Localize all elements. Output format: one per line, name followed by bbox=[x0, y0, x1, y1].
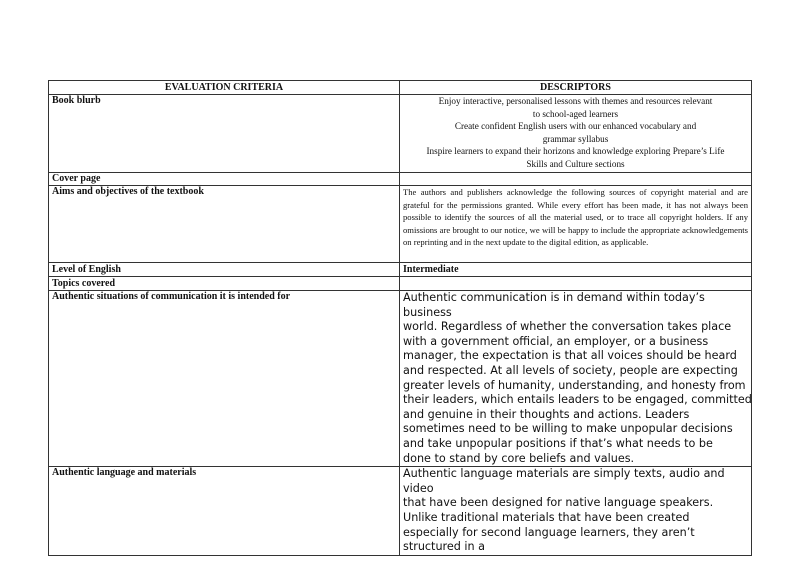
criteria-label-language: Authentic language and materials bbox=[49, 467, 400, 556]
criteria-label-cover-page: Cover page bbox=[49, 173, 400, 186]
descriptor-level: Intermediate bbox=[400, 263, 752, 277]
situations-line: and take unpopular positions if that’s what needs to be bbox=[403, 436, 713, 450]
descriptor-aims: The authors and publishers acknowledge the following sources of copyright material and are grateful for the permissions granted. While every effort has been made, it has not always been possible to identify the sources of all the material used, or to trace all copyright holders. If any omissions are brought to our notice, we will be happy to include the appropriate acknowledgements on reprinting and in the next update to the digital edition, as applicable. bbox=[400, 186, 752, 263]
descriptor-topics bbox=[400, 277, 752, 291]
blurb-line: Enjoy interactive, personalised lessons with themes and resources relevant bbox=[438, 96, 713, 106]
language-line: structured in a bbox=[403, 540, 486, 554]
language-line: Authentic language materials are simply texts, audio and bbox=[403, 467, 725, 481]
header-descriptors: DESCRIPTORS bbox=[400, 81, 752, 95]
blurb-line: Inspire learners to expand their horizons and knowledge exploring Prepare’s Life bbox=[426, 146, 725, 156]
descriptor-book-blurb bbox=[400, 95, 752, 173]
situations-line: their leaders, which entails leaders to be engaged, committed bbox=[403, 393, 752, 407]
criteria-label-level: Level of English bbox=[49, 263, 400, 277]
table-row-situations bbox=[49, 291, 752, 467]
blurb-line: grammar syllabus bbox=[542, 133, 609, 144]
descriptor-language bbox=[400, 467, 752, 556]
situations-line: and genuine in their thoughts and actions. Leaders bbox=[403, 407, 690, 421]
descriptor-situations bbox=[400, 291, 752, 467]
language-line: especially for second language learners, they aren’t bbox=[403, 525, 695, 539]
table-row-aims bbox=[49, 186, 752, 263]
table-header-row bbox=[49, 81, 752, 95]
criteria-label-topics: Topics covered bbox=[49, 277, 400, 291]
descriptor-cover-page bbox=[400, 173, 752, 186]
language-line: that have been designed for native language speakers. bbox=[403, 496, 714, 510]
criteria-label-book-blurb: Book blurb bbox=[49, 95, 400, 173]
situations-line: business bbox=[403, 305, 452, 319]
header-evaluation-criteria: EVALUATION CRITERIA bbox=[49, 81, 400, 95]
criteria-label-aims: Aims and objectives of the textbook bbox=[49, 186, 400, 263]
language-line: video bbox=[403, 481, 434, 495]
blurb-line: Create confident English users with our enhanced vocabulary and bbox=[454, 121, 697, 131]
evaluation-table bbox=[48, 80, 752, 556]
table-row-book-blurb bbox=[49, 95, 752, 173]
situations-line: with a government official, an employer, or a business bbox=[403, 334, 709, 348]
situations-line: and respected. At all levels of society, people are expecting bbox=[403, 363, 738, 377]
situations-line: sometimes need to be willing to make unpopular decisions bbox=[403, 422, 733, 436]
situations-line: greater levels of humanity, understanding, and honesty from bbox=[403, 378, 746, 392]
table-row-language bbox=[49, 467, 752, 556]
blurb-line: to school-aged learners bbox=[532, 108, 619, 119]
situations-line: manager, the expectation is that all voices should be heard bbox=[403, 349, 737, 363]
table-row-topics bbox=[49, 277, 752, 291]
table-row-cover-page bbox=[49, 173, 752, 186]
blurb-line: Skills and Culture sections bbox=[526, 158, 625, 169]
situations-line: Authentic communication is in demand within today’s bbox=[403, 291, 705, 304]
criteria-label-situations: Authentic situations of communication it is intended for bbox=[49, 291, 400, 467]
table-row-level bbox=[49, 263, 752, 277]
situations-line: world. Regardless of whether the conversation takes place bbox=[403, 320, 732, 334]
situations-line: done to stand by core beliefs and values. bbox=[403, 451, 635, 465]
language-line: Unlike traditional materials that have been created bbox=[403, 510, 690, 524]
